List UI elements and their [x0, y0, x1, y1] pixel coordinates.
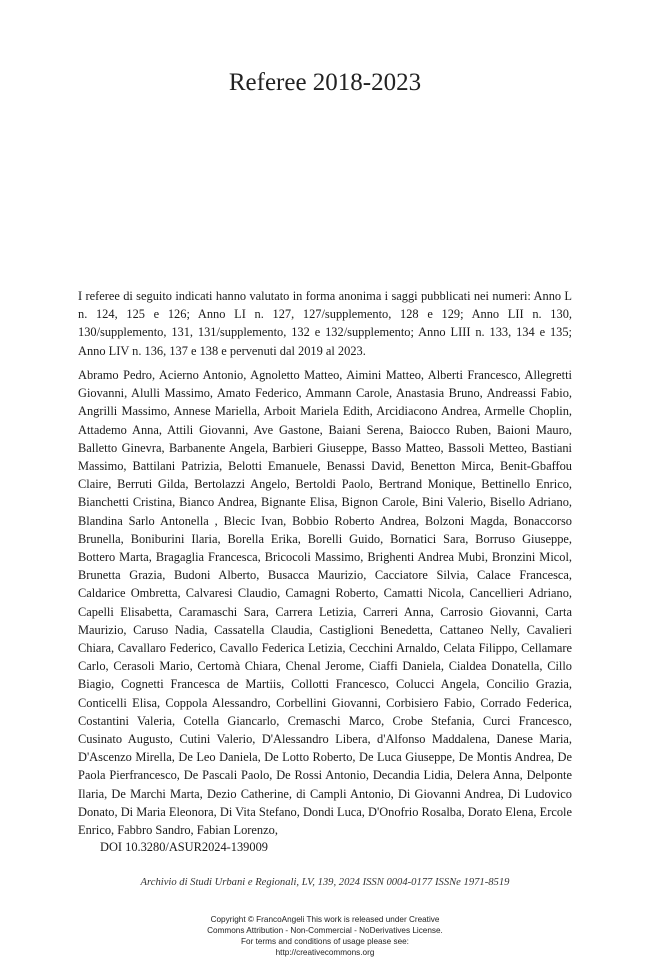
- intro-paragraph: I referee di seguito indicati hanno valutato in forma anonima i saggi pubblicati nei numeri: Anno L n. 124, 125 e 126; Anno LI n. 127, 127/supplemento, 128 e 129; Anno LII n. 130, 130/supplemento, 131, 131/supplemento, 132 e 132/supplemento; Anno LIII n. 133, 134 e 135; Anno LIV n. 136, 137 e 138 e pervenuti dal 2019 al 2023.: [78, 289, 572, 358]
- license-link[interactable]: http://creativecommons.org: [275, 948, 375, 957]
- referee-list: Abramo Pedro, Acierno Antonio, Agnoletto Matteo, Aimini Matteo, Alberti Francesco, Allegretti Giovanni, Alulli Massimo, Amato Federico, Ammann Carole, Anastasia Bruno, Andreassi Fabio, Angrilli Massimo, Annese Mariella, Arboit Mariela Edith, Arcidiacono Andrea, Armelle Choplin, Attademo Anna, Attili Giovanni, Ave Gastone, Baiani Serena, Baiocco Ruben, Baioni Mauro, Balletto Ginevra, Barbanente Angela, Barbieri Giuseppe, Basso Matteo, Bassoli Metteo, Bastiani Massimo, Battilani Patrizia, Belotti Emanuele, Benassi David, Benetton Mirca, Benit-Gbaffou Claire, Berruti Gilda, Bertolazzi Angelo, Bertoldi Paolo, Bertrand Monique, Bettinello Enrico, Bianchetti Cristina, Bianco Andrea, Bignante Elisa, Bignon Carole, Bini Valerio, Bisello Adriano, Blandina Sarlo Antonella , Blecic Ivan, Bobbio Roberto Andrea, Bolzoni Magda, Bonaccorso Brunella, Boniburini Ilaria, Borella Erika, Borelli Guido, Bornatici Sara, Borruso Giuseppe, Bottero Marta, Bragaglia Francesca, Bricocoli Massimo, Brighenti Andrea Mubi, Bronzini Micol, Brunetta Grazia, Budoni Alberto, Busacca Maurizio, Cacciatore Silvia, Calace Francesca, Caldarice Ombretta, Calvaresi Claudio, Camagni Roberto, Camatti Nicola, Cancellieri Adriano, Capelli Elisabetta, Caramaschi Sara, Carrera Letizia, Carreri Anna, Carrosio Giovanni, Carta Maurizio, Caruso Nadia, Cassatella Claudia, Castiglioni Benedetta, Cattaneo Nelly, Cavalieri Chiara, Cavallaro Federico, Cavallo Federica Letizia, Cecchini Arnaldo, Celata Filippo, Cellamare Carlo, Cerasoli Mario, Certomà Chiara, Chenal Jerome, Ciaffi Daniela, Cialdea Donatella, Cillo Biagio, Cognetti Francesca de Martiis, Collotti Francesco, Colucci Angela, Concilio Grazia, Conticelli Elisa, Coppola Alessandro, Corbellini Giovanni, Corbisiero Fabio, Corrado Federica, Costantini Valeria, Cotella Giancarlo, Cremaschi Marco, Crobe Stefania, Curci Francesco, Cusinato Augusto, Cutini Valerio, D'Alessandro Libera, d'Alfonso Maddalena, Danese Maria, D'Ascenzo Mirella, De Leo Daniela, De Lotto Roberto, De Luca Giuseppe, De Montis Andrea, De Paola Pierfrancesco, De Pascali Paolo, De Rossi Antonio, Decandia Lidia, Delera Anna, Delponte Ilaria, De Marchi Marta, Dezio Catherine, di Campli Antonio, Di Giovanni Andrea, Di Ludovico Donato, Di Maria Eleonora, Di Vita Stefano, Dondi Luca, D'Onofrio Rosalba, Dorato Elena, Ercole Enrico, Fabbro Sandro, Fabian Lorenzo,: [78, 368, 572, 838]
- license-line: Copyright © FrancoAngeli This work is released under Creative: [210, 915, 440, 924]
- page-title: Referee 2018-2023: [228, 69, 422, 96]
- doi-text: DOI 10.3280/ASUR2024-139009: [100, 840, 268, 854]
- license-line: For terms and conditions of usage please see:: [241, 937, 409, 946]
- license-notice: [0, 914, 650, 958]
- license-line: Commons Attribution - Non-Commercial - NoDerivatives License.: [207, 926, 443, 935]
- journal-citation: Archivio di Studi Urbani e Regionali, LV, 139, 2024 ISSN 0004-0177 ISSNe 1971-8519: [140, 877, 510, 888]
